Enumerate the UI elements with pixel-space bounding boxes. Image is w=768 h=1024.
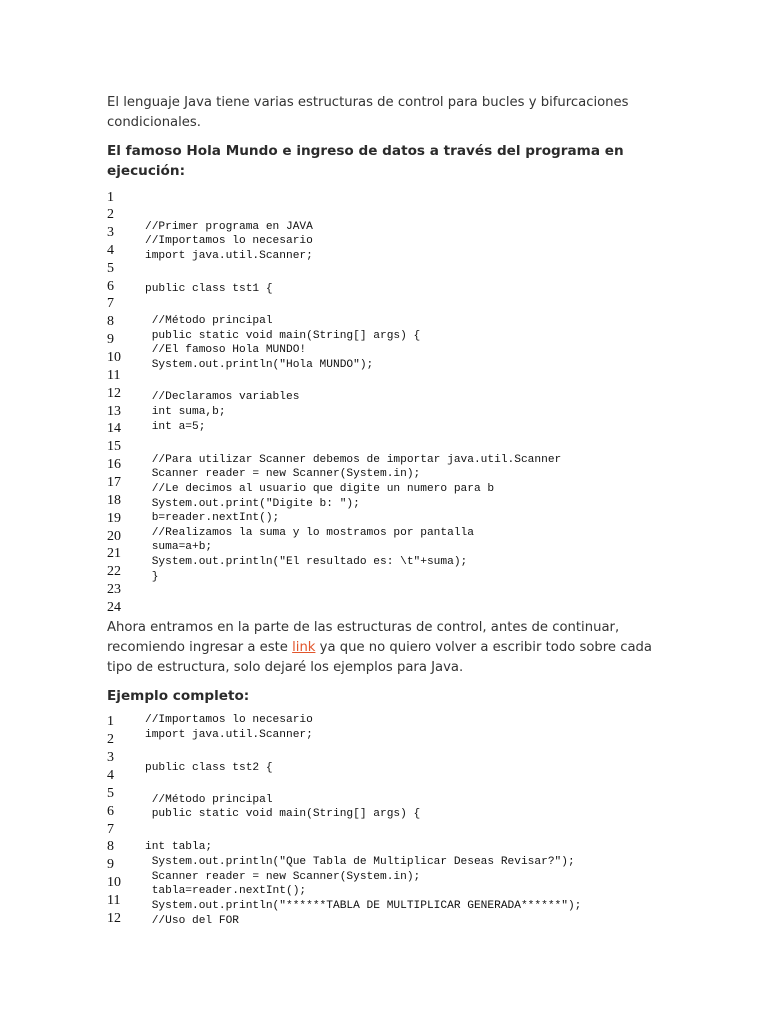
line-number: 24 (107, 600, 121, 615)
code-line: //Importamos lo necesario (145, 714, 313, 726)
code-line: } (145, 571, 159, 583)
code-line: //Declaramos variables (145, 391, 300, 403)
line-number: 6 (107, 279, 114, 294)
code-line: System.out.println("******TABLA DE MULTIPLICAR GENERADA******"); (145, 900, 582, 912)
paragraph-estructuras (107, 618, 667, 678)
line-number: 3 (107, 750, 114, 765)
inline-link[interactable]: link (292, 640, 316, 655)
code-line: //Método principal (145, 315, 273, 327)
line-number: 17 (107, 475, 121, 490)
line-number: 8 (107, 314, 114, 329)
section-heading-ejemplo-completo: Ejemplo completo: (107, 688, 250, 704)
code-line: System.out.print("Digite b: "); (145, 498, 360, 510)
paragraph-text-after-link: ya que no quiero volver a escribir todo sobre cada tipo de estructura, solo dejaré los ejemplos para Java. (107, 640, 652, 675)
line-number: 14 (107, 421, 121, 436)
code-line: public static void main(String[] args) { (145, 808, 421, 820)
line-number: 21 (107, 546, 121, 561)
code-line: Scanner reader = new Scanner(System.in); (145, 871, 421, 883)
line-number: 19 (107, 511, 121, 526)
line-number: 5 (107, 786, 114, 801)
line-number: 8 (107, 839, 114, 854)
line-number: 10 (107, 350, 121, 365)
line-number: 9 (107, 857, 114, 872)
code-line: b=reader.nextInt(); (145, 512, 280, 524)
line-number: 22 (107, 564, 121, 579)
code-line: suma=a+b; (145, 541, 213, 553)
code-line: public class tst2 { (145, 762, 273, 774)
code-line: int suma,b; (145, 406, 226, 418)
line-number: 7 (107, 296, 114, 311)
line-number: 16 (107, 457, 121, 472)
line-number: 7 (107, 822, 114, 837)
intro-paragraph: El lenguaje Java tiene varias estructuras de control para bucles y bifurcaciones condicionales. (107, 95, 629, 130)
code-line: //Primer programa en JAVA (145, 221, 313, 233)
line-number: 6 (107, 804, 114, 819)
code-line: import java.util.Scanner; (145, 250, 313, 262)
line-number: 11 (107, 368, 121, 383)
code-line: System.out.println("Que Tabla de Multiplicar Deseas Revisar?"); (145, 856, 575, 868)
code-line: tabla=reader.nextInt(); (145, 885, 307, 897)
section-heading-hola-mundo: El famoso Hola Mundo e ingreso de datos a través del programa en ejecución: (107, 143, 624, 179)
line-number: 9 (107, 332, 114, 347)
code-line: //Para utilizar Scanner debemos de importar java.util.Scanner (145, 454, 562, 466)
line-number: 5 (107, 261, 114, 276)
code-line: int a=5; (145, 421, 206, 433)
code-line: import java.util.Scanner; (145, 729, 313, 741)
line-number: 4 (107, 243, 114, 258)
line-number: 1 (107, 190, 114, 205)
paragraph-text-before-link: Ahora entramos en la parte de las estructuras de control, antes de continuar, recomiendo ingresar a este (107, 620, 620, 655)
line-number: 10 (107, 875, 121, 890)
line-number: 23 (107, 582, 121, 597)
code-line: public static void main(String[] args) { (145, 330, 421, 342)
line-number: 12 (107, 911, 121, 926)
code-line: //Realizamos la suma y lo mostramos por pantalla (145, 527, 474, 539)
line-number: 12 (107, 386, 121, 401)
line-number: 13 (107, 404, 121, 419)
code-line: //Método principal (145, 794, 273, 806)
code-line: public class tst1 { (145, 283, 273, 295)
line-number: 1 (107, 714, 114, 729)
line-number: 4 (107, 768, 114, 783)
code-line: System.out.println("El resultado es: \t"+suma); (145, 556, 468, 568)
code-line: //El famoso Hola MUNDO! (145, 344, 307, 356)
line-number: 3 (107, 225, 114, 240)
code-line: //Importamos lo necesario (145, 235, 313, 247)
code-line: //Le decimos al usuario que digite un numero para b (145, 483, 495, 495)
code-line: int tabla; (145, 841, 213, 853)
line-number: 2 (107, 207, 114, 222)
code-line: System.out.println("Hola MUNDO"); (145, 359, 374, 371)
line-number: 15 (107, 439, 121, 454)
line-number: 20 (107, 529, 121, 544)
line-number: 11 (107, 893, 121, 908)
code-line: Scanner reader = new Scanner(System.in); (145, 468, 421, 480)
line-number: 2 (107, 732, 114, 747)
code-line: //Uso del FOR (145, 915, 239, 927)
line-number: 18 (107, 493, 121, 508)
